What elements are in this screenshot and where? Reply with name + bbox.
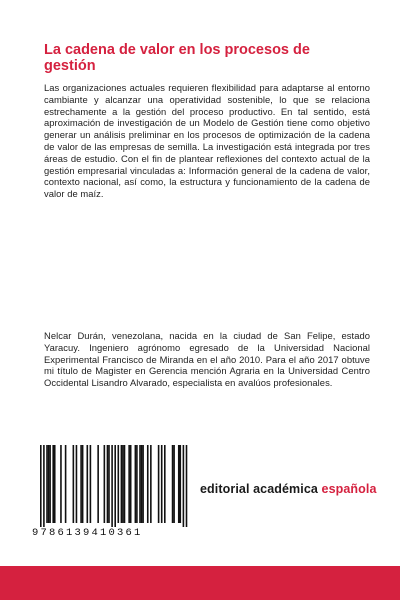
barcode-bar: [130, 445, 132, 523]
barcode-bar: [135, 445, 137, 523]
barcode-bar: [150, 445, 152, 523]
barcode-bar: [141, 445, 143, 523]
book-abstract: Las organizaciones actuales requieren flexibilidad para adaptarse al entorno cambiante y alcanzar una operatividad sostenible, lo que se relaciona estrechamente a la gestión del proceso productivo. En tal sentido, está aproximación de investigación de un Modelo de Gestión tiene como objetivo generar un análisis preliminar en los procesos de optimización de la cadena de valor de las empresas de semilla. La investigación está integrada por tres áreas de estudio. Con el fin de plantear reflexiones del contexto actual de la gestión empresarial vinculadas a: Información general de la cadena de valor, contexto nacional, así como, la estructura y funcionamiento de la cadena de valor de maíz.: [44, 82, 370, 200]
barcode-bar: [122, 445, 124, 523]
barcode-bar: [46, 445, 48, 523]
barcode-bar: [124, 445, 126, 523]
barcode-bar: [180, 445, 182, 523]
publisher-name-main: editorial académica: [200, 482, 322, 496]
barcode-bar: [128, 445, 130, 523]
barcode-guard-bar: [186, 445, 188, 527]
barcode-bar: [73, 445, 75, 523]
barcode-bar: [108, 445, 110, 523]
barcode-guard-bar: [111, 445, 113, 527]
barcode-bar: [90, 445, 92, 523]
isbn-digits: 9786139410361: [32, 527, 143, 539]
barcode-bar: [82, 445, 84, 523]
barcode-bar: [161, 445, 163, 523]
publisher-name: [200, 482, 377, 496]
author-bio: Nelcar Durán, venezolana, nacida en la ciudad de San Felipe, estado Yaracuy. Ingeniero agrónomo egresado de la Universidad Nacional Experimental Francisco de Miranda en el año 2010. Para el año 2017 obtuve mi título de Magister en Gerencia mención Agraria en la Universidad Centro Occidental Lisandro Alvarado, especialista en avalúos profesionales.: [44, 330, 370, 389]
barcode-bars: [28, 443, 188, 527]
barcode-bar: [136, 445, 138, 523]
barcode-bar: [49, 445, 51, 523]
barcode-bar: [48, 445, 50, 523]
book-title: La cadena de valor en los procesos de gestión: [44, 42, 310, 74]
barcode-bar: [60, 445, 62, 523]
barcode-guard-bar: [40, 445, 42, 527]
barcode-bar: [52, 445, 54, 523]
barcode-bar: [87, 445, 89, 523]
barcode-bar: [121, 445, 123, 523]
isbn-barcode: [28, 443, 188, 544]
barcode-bar: [142, 445, 144, 523]
publisher-name-accent: española: [321, 482, 377, 496]
barcode-bar: [76, 445, 78, 523]
barcode-bar: [158, 445, 160, 523]
barcode-bar: [65, 445, 67, 523]
barcode-bar: [107, 445, 109, 523]
barcode-bar: [172, 445, 174, 523]
barcode-bar: [54, 445, 56, 523]
barcode-guard-bar: [183, 445, 185, 527]
barcode-bar: [164, 445, 166, 523]
barcode-bar: [80, 445, 82, 523]
barcode-bar: [173, 445, 175, 523]
barcode-bar: [104, 445, 106, 523]
barcode-bar: [147, 445, 149, 523]
barcode-guard-bar: [114, 445, 116, 527]
footer-color-band: [0, 566, 400, 600]
barcode-bar: [178, 445, 180, 523]
barcode-bar: [118, 445, 120, 523]
barcode-bar: [97, 445, 99, 523]
barcode-bar: [139, 445, 141, 523]
barcode-guard-bar: [43, 445, 45, 527]
